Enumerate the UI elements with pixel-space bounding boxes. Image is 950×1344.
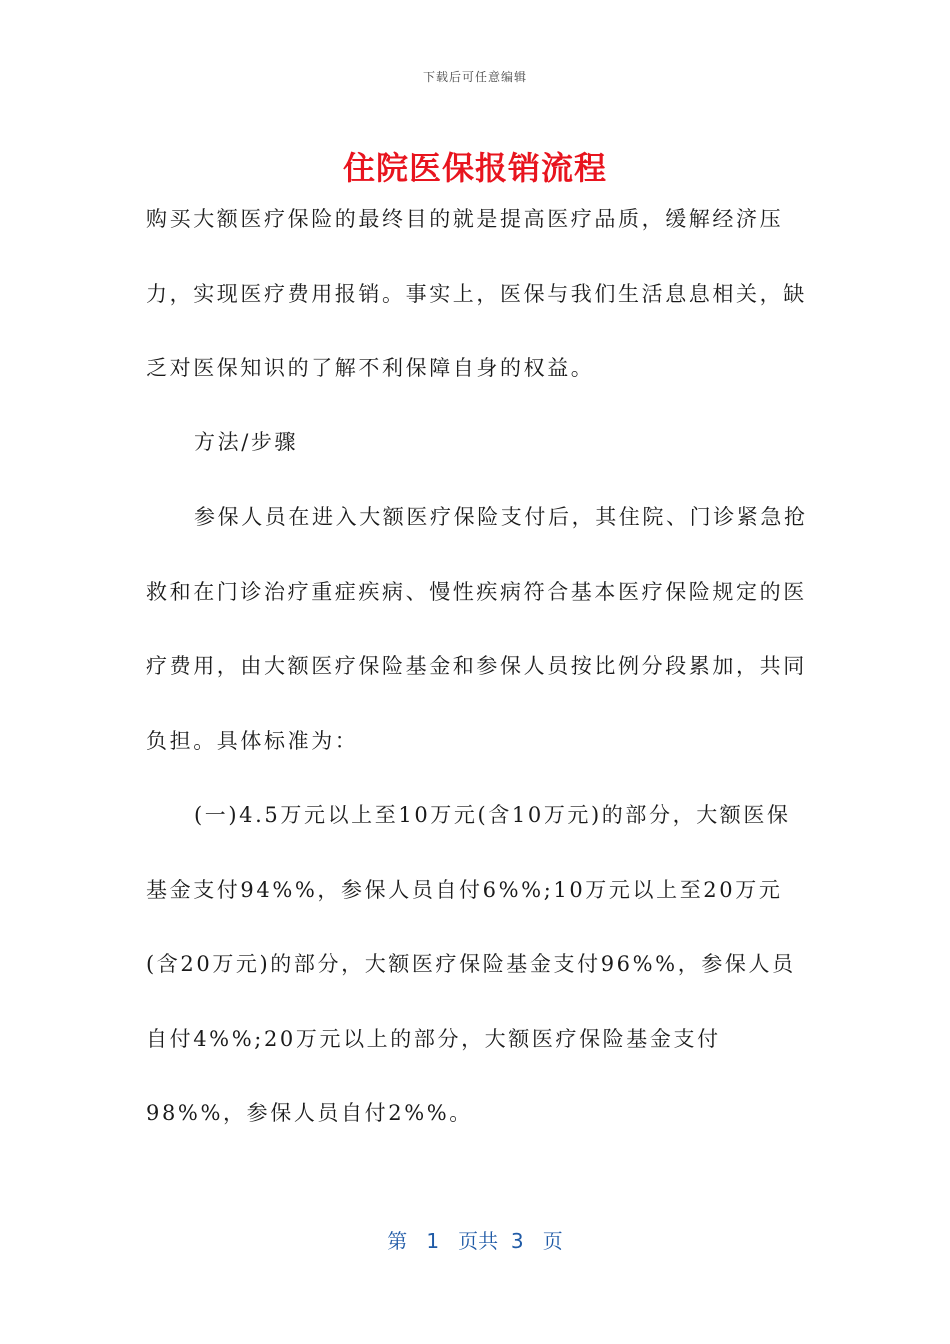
footer-current-page: 1 bbox=[426, 1229, 440, 1253]
document-title: 住院医保报销流程 bbox=[342, 149, 607, 187]
footer-total-pages: 3 bbox=[510, 1229, 524, 1253]
footer-middle: 页共 bbox=[458, 1229, 499, 1253]
paragraph-method-heading: 方法/步骤 bbox=[194, 430, 299, 454]
paragraph-intro: 购买大额医疗保险的最终目的就是提高医疗品质，缓解经济压力，实现医疗费用报销。事实上，医保与我们生活息息相关，缺乏对医保知识的了解不利保障自身的权益。 bbox=[146, 207, 807, 380]
footer-prefix: 第 bbox=[387, 1229, 408, 1253]
page-footer bbox=[0, 1225, 950, 1254]
paragraph-standard-one: (一)4.5万元以上至10万元(含10万元)的部分，大额医保基金支付94%%，参保人员自付6%%;10万元以上至20万元(含20万元)的部分，大额医疗保险基金支付96%%，参保人员自付4%%;20万元以上的部分，大额医疗保险基金支付98%%，参保人员自付2%%。 bbox=[146, 803, 796, 1125]
header-note: 下载后可任意编辑 bbox=[422, 70, 527, 84]
footer-suffix: 页 bbox=[542, 1229, 563, 1253]
paragraph-payment-rule: 参保人员在进入大额医疗保险支付后，其住院、门诊紧急抢救和在门诊治疗重症疾病、慢性疾病符合基本医疗保险规定的医疗费用，由大额医疗保险基金和参保人员按比例分段累加，共同负担。具体标准为： bbox=[146, 505, 808, 753]
